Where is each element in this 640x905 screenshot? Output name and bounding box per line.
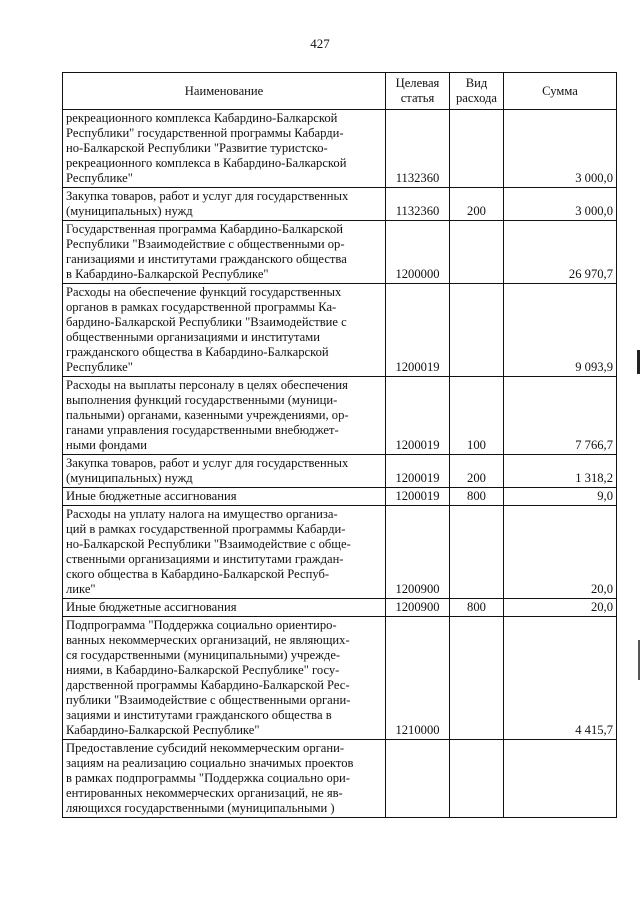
row-name-line: в рамках подпрограммы "Поддержка социально ори- (66, 771, 350, 785)
row-name-line: ниями, в Кабардино-Балкарской Республике" госу- (66, 663, 340, 677)
row-name-line: зациям на реализацию социально значимых проектов (66, 756, 354, 770)
row-name-line: Иные бюджетные ассигнования (66, 600, 237, 614)
row-name-line: (муниципальных) нужд (66, 204, 193, 218)
header-expense-type: Вид расхода (450, 73, 504, 110)
row-expense-type (450, 506, 504, 599)
row-name (63, 221, 386, 284)
row-name-line: гражданского общества в Кабардино-Балкарской (66, 345, 329, 359)
row-code: 1200019 (386, 455, 450, 488)
row-name-line: публики "Взаимодействие с общественными органи- (66, 693, 351, 707)
row-name-line: Республики "Взаимодействие с общественными ор- (66, 237, 345, 251)
row-name (63, 740, 386, 818)
row-name-line: рекреационного комплекса Кабардино-Балкарской (66, 111, 338, 125)
budget-table (62, 72, 617, 818)
row-name-line: Расходы на выплаты персоналу в целях обеспечения (66, 378, 348, 392)
row-name-line: (муниципальных) нужд (66, 471, 193, 485)
row-name-line: ными фондами (66, 438, 147, 452)
row-name-line: Кабардино-Балкарской Республике" (66, 723, 260, 737)
row-expense-type (450, 110, 504, 188)
table-row (63, 455, 617, 488)
page-number: 427 (310, 36, 330, 51)
row-name-line: дарственной программы Кабардино-Балкарской Рес- (66, 678, 350, 692)
row-name-line: рекреационного комплекса в Кабардино-Балкарской (66, 156, 347, 170)
row-sum: 3 000,0 (504, 110, 617, 188)
row-expense-type (450, 740, 504, 818)
row-sum: 3 000,0 (504, 188, 617, 221)
row-name-line: ственными организациями и институтами граждан- (66, 552, 344, 566)
row-name-line: Республики" государственной программы Кабарди- (66, 126, 344, 140)
row-sum: 1 318,2 (504, 455, 617, 488)
row-code: 1132360 (386, 188, 450, 221)
header-name: Наименование (63, 73, 386, 110)
table-row (63, 599, 617, 617)
row-name (63, 617, 386, 740)
row-name-line: ского общества в Кабардино-Балкарской Респуб- (66, 567, 330, 581)
row-code (386, 740, 450, 818)
row-name-line: ся государственными (муниципальными) учрежде- (66, 648, 341, 662)
row-name-line: Расходы на уплату налога на имущество организа- (66, 507, 338, 521)
row-name-line: ванных некоммерческих организаций, не являющих- (66, 633, 350, 647)
row-name-line: лике" (66, 582, 96, 596)
row-name-line: Республике" (66, 360, 133, 374)
row-code: 1200900 (386, 599, 450, 617)
row-name-line: но-Балкарской Республики "Развитие туристско- (66, 141, 328, 155)
table-row (63, 110, 617, 188)
row-name-line: Расходы на обеспечение функций государственных (66, 285, 342, 299)
row-expense-type: 200 (450, 455, 504, 488)
row-name-line: в Кабардино-Балкарской Республике" (66, 267, 269, 281)
row-name-line: Иные бюджетные ассигнования (66, 489, 237, 503)
row-name (63, 506, 386, 599)
row-name (63, 110, 386, 188)
table-row (63, 506, 617, 599)
row-name (63, 599, 386, 617)
row-name-line: пальными) органами, казенными учреждениями, ор- (66, 408, 349, 422)
table-row (63, 284, 617, 377)
row-expense-type: 200 (450, 188, 504, 221)
row-name-line: Государственная программа Кабардино-Балкарской (66, 222, 344, 236)
row-name-line: но-Балкарской Республики "Взаимодействие с обще- (66, 537, 351, 551)
table-header-row (63, 73, 617, 110)
row-expense-type: 800 (450, 599, 504, 617)
row-name-line: ганами управления государственными внебюджет- (66, 423, 339, 437)
header-code: Целевая статья (386, 73, 450, 110)
row-name-line: ций в рамках государственной программы Кабарди- (66, 522, 346, 536)
row-sum (504, 740, 617, 818)
row-name-line: ганизациями и институтами гражданского общества (66, 252, 347, 266)
row-name (63, 284, 386, 377)
table-row (63, 221, 617, 284)
row-name-line: ентированных некоммерческих организаций, не яв- (66, 786, 343, 800)
row-sum: 9,0 (504, 488, 617, 506)
row-code: 1200000 (386, 221, 450, 284)
row-name-line: Предоставление субсидий некоммерческим органи- (66, 741, 345, 755)
row-name-line: Республике" (66, 171, 133, 185)
table-row (63, 740, 617, 818)
row-name-line: бардино-Балкарской Республики "Взаимодействие с (66, 315, 347, 329)
table-row (63, 188, 617, 221)
row-name (63, 377, 386, 455)
table-row (63, 377, 617, 455)
row-expense-type (450, 221, 504, 284)
row-name-line: общественными организациями и институтами (66, 330, 320, 344)
row-sum: 7 766,7 (504, 377, 617, 455)
row-expense-type (450, 284, 504, 377)
row-code: 1200019 (386, 284, 450, 377)
row-name-line: ляющихся государственными (муниципальными ) (66, 801, 335, 815)
table-row (63, 488, 617, 506)
row-code: 1200900 (386, 506, 450, 599)
row-name-line: Закупка товаров, работ и услуг для государственных (66, 456, 349, 470)
row-code: 1132360 (386, 110, 450, 188)
row-code: 1200019 (386, 488, 450, 506)
row-name (63, 188, 386, 221)
row-sum: 20,0 (504, 599, 617, 617)
row-name-line: Подпрограмма "Поддержка социально ориентиро- (66, 618, 337, 632)
row-name (63, 488, 386, 506)
row-code: 1200019 (386, 377, 450, 455)
row-name-line: зациями и институтами гражданского общества в (66, 708, 332, 722)
row-expense-type: 100 (450, 377, 504, 455)
row-sum: 26 970,7 (504, 221, 617, 284)
row-expense-type (450, 617, 504, 740)
row-name (63, 455, 386, 488)
row-name-line: выполнения функций государственными (муници- (66, 393, 338, 407)
row-name-line: Закупка товаров, работ и услуг для государственных (66, 189, 349, 203)
row-sum: 9 093,9 (504, 284, 617, 377)
row-name-line: органов в рамках государственной программы Ка- (66, 300, 337, 314)
header-sum: Сумма (504, 73, 617, 110)
row-sum: 20,0 (504, 506, 617, 599)
table-row (63, 617, 617, 740)
row-expense-type: 800 (450, 488, 504, 506)
row-sum: 4 415,7 (504, 617, 617, 740)
row-code: 1210000 (386, 617, 450, 740)
